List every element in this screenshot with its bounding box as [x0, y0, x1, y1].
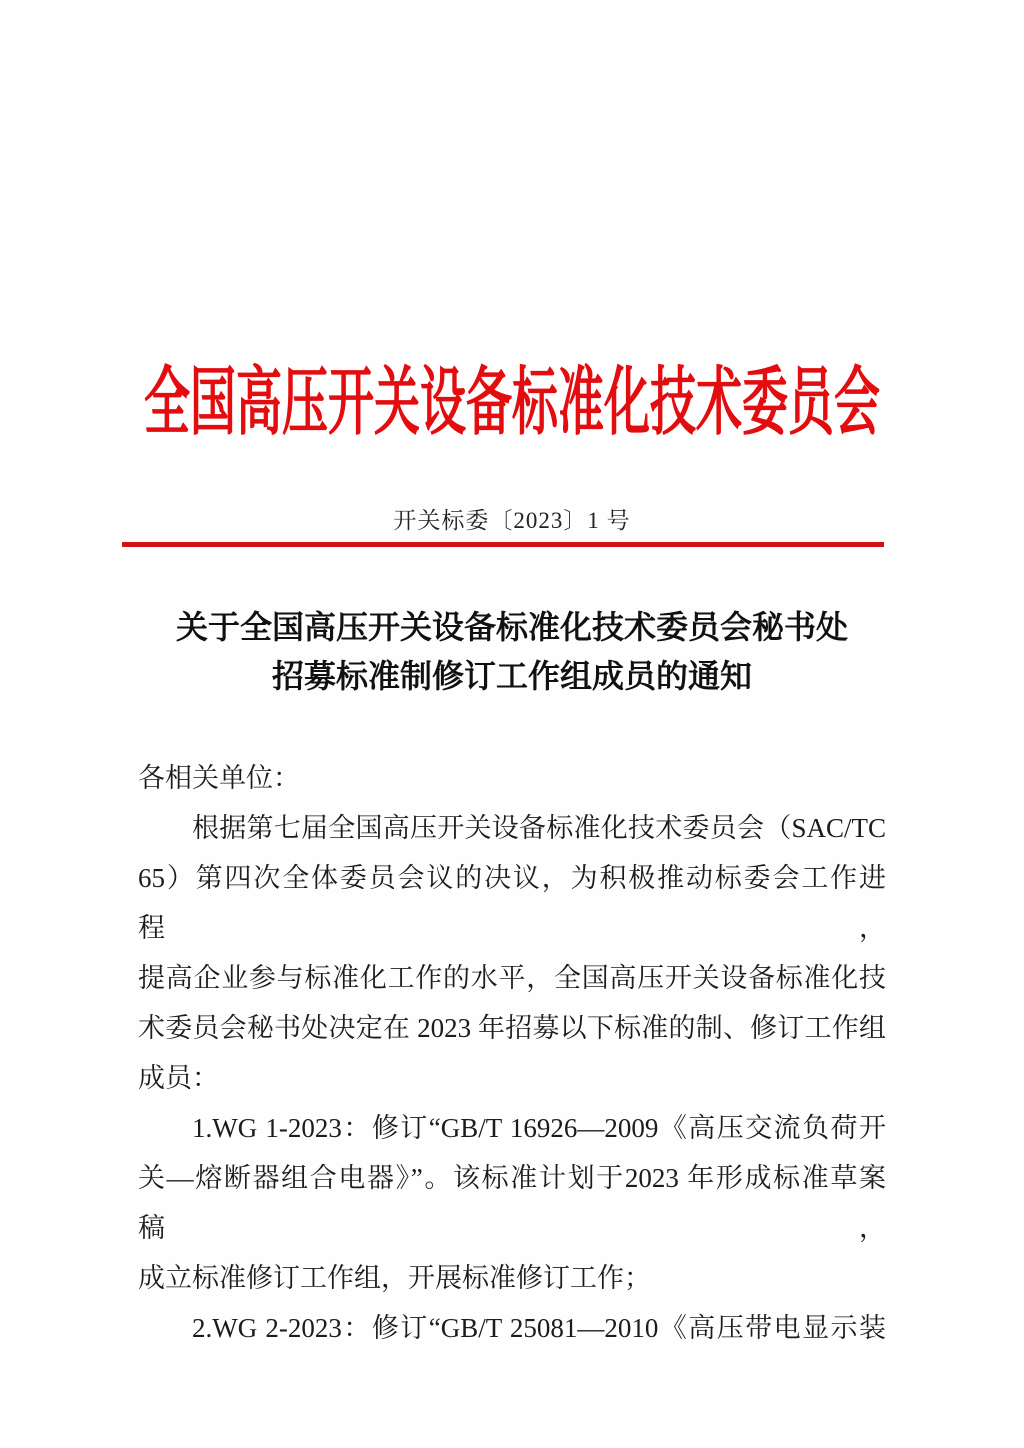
body-line-salutation: 各相关单位：	[138, 763, 300, 793]
body-line-item-2: 2.WG 2-2023：修订“GB/T 25081—2010《高压带电显示装	[192, 1313, 886, 1343]
body-line: 65）第四次全体委员会议的决议，为积极推动标委会工作进程，	[138, 863, 886, 943]
document-title-line1: 关于全国高压开关设备标准化技术委员会秘书处	[175, 609, 848, 645]
red-divider-rule	[122, 542, 884, 547]
doc-number: 开关标委〔2023〕1 号	[393, 508, 631, 533]
body-line: 术委员会秘书处决定在 2023 年招募以下标准的制、修订工作组	[138, 1013, 886, 1043]
body-line: 根据第七届全国高压开关设备标准化技术委员会（SAC/TC	[192, 813, 886, 843]
body-line: 提高企业参与标准化工作的水平，全国高压开关设备标准化技	[138, 963, 886, 993]
body-line: 关—熔断器组合电器》”。该标准计划于2023 年形成标准草案稿，	[138, 1163, 886, 1243]
body-line: 成员：	[138, 1063, 219, 1093]
document-body	[138, 753, 886, 1353]
org-title: 全国高压开关设备标准化技术委员会	[144, 361, 880, 444]
body-line: 成立标准修订工作组，开展标准修订工作；	[138, 1263, 651, 1293]
document-title	[0, 603, 1024, 701]
document-title-line2: 招募标准制修订工作组成员的通知	[271, 658, 752, 694]
body-line-item-1: 1.WG 1-2023：修订“GB/T 16926—2009《高压交流负荷开	[192, 1113, 886, 1143]
